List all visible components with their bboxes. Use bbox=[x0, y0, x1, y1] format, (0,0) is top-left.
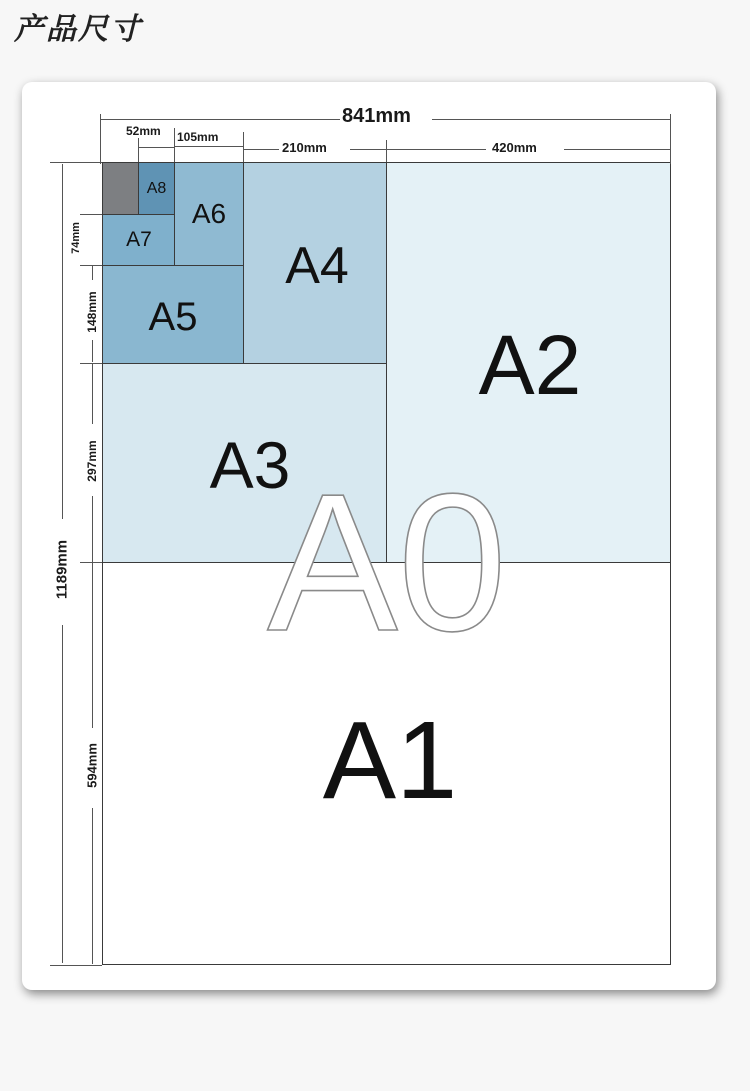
dim-tick bbox=[100, 114, 101, 164]
dim-tick bbox=[670, 114, 671, 164]
dim-tick bbox=[80, 363, 102, 364]
dim-width-210: 210mm bbox=[282, 140, 327, 155]
sheet-a8-label: A8 bbox=[146, 180, 167, 197]
sheet-a9 bbox=[102, 162, 139, 215]
dim-line-148 bbox=[92, 340, 93, 362]
dim-line-1189 bbox=[62, 625, 63, 963]
dim-width-52: 52mm bbox=[126, 124, 161, 138]
dim-width-total: 841mm bbox=[342, 105, 411, 127]
sheet-a2-label: A2 bbox=[478, 317, 582, 412]
dim-line-594 bbox=[92, 563, 93, 728]
sheet-a4-label: A4 bbox=[285, 237, 349, 295]
dim-tick bbox=[80, 265, 102, 266]
dim-tick bbox=[80, 562, 102, 563]
dim-line-148 bbox=[92, 266, 93, 280]
dim-line-1189 bbox=[62, 164, 63, 519]
dim-tick bbox=[138, 138, 139, 162]
dim-line-297 bbox=[92, 496, 93, 562]
dim-line-210 bbox=[243, 149, 279, 150]
dim-line-210 bbox=[350, 149, 386, 150]
sheet-a1-label: A1 bbox=[322, 698, 458, 822]
dim-line-297 bbox=[92, 364, 93, 424]
dim-height-74: 74mm bbox=[70, 222, 82, 254]
dim-line-105 bbox=[174, 146, 243, 147]
sheet-a0-label: A0 bbox=[267, 453, 507, 672]
sheet-a6-label: A6 bbox=[191, 198, 227, 229]
dim-tick bbox=[243, 132, 244, 162]
dim-tick bbox=[50, 965, 102, 966]
dim-line-841 bbox=[100, 119, 340, 120]
dim-tick bbox=[80, 214, 102, 215]
dim-line-420 bbox=[564, 149, 670, 150]
dim-height-total: 1189mm bbox=[53, 539, 71, 600]
sheet-a3-label: A3 bbox=[209, 428, 291, 502]
dim-height-297: 297mm bbox=[85, 440, 99, 482]
dim-height-148: 148mm bbox=[85, 291, 99, 333]
dim-height-594: 594mm bbox=[84, 743, 100, 788]
dim-tick bbox=[50, 162, 102, 163]
dim-tick bbox=[174, 128, 175, 162]
dim-line-52 bbox=[138, 147, 174, 148]
sheet-a7-label: A7 bbox=[126, 228, 152, 251]
dim-line-420 bbox=[386, 149, 486, 150]
page-title: 产品尺寸 bbox=[14, 12, 142, 47]
sheet-a5-label: A5 bbox=[148, 294, 198, 339]
dim-width-420: 420mm bbox=[492, 140, 537, 155]
dim-width-105: 105mm bbox=[177, 130, 219, 144]
dim-line-841 bbox=[432, 119, 670, 120]
dim-tick bbox=[386, 140, 387, 162]
dim-line-594 bbox=[92, 808, 93, 964]
